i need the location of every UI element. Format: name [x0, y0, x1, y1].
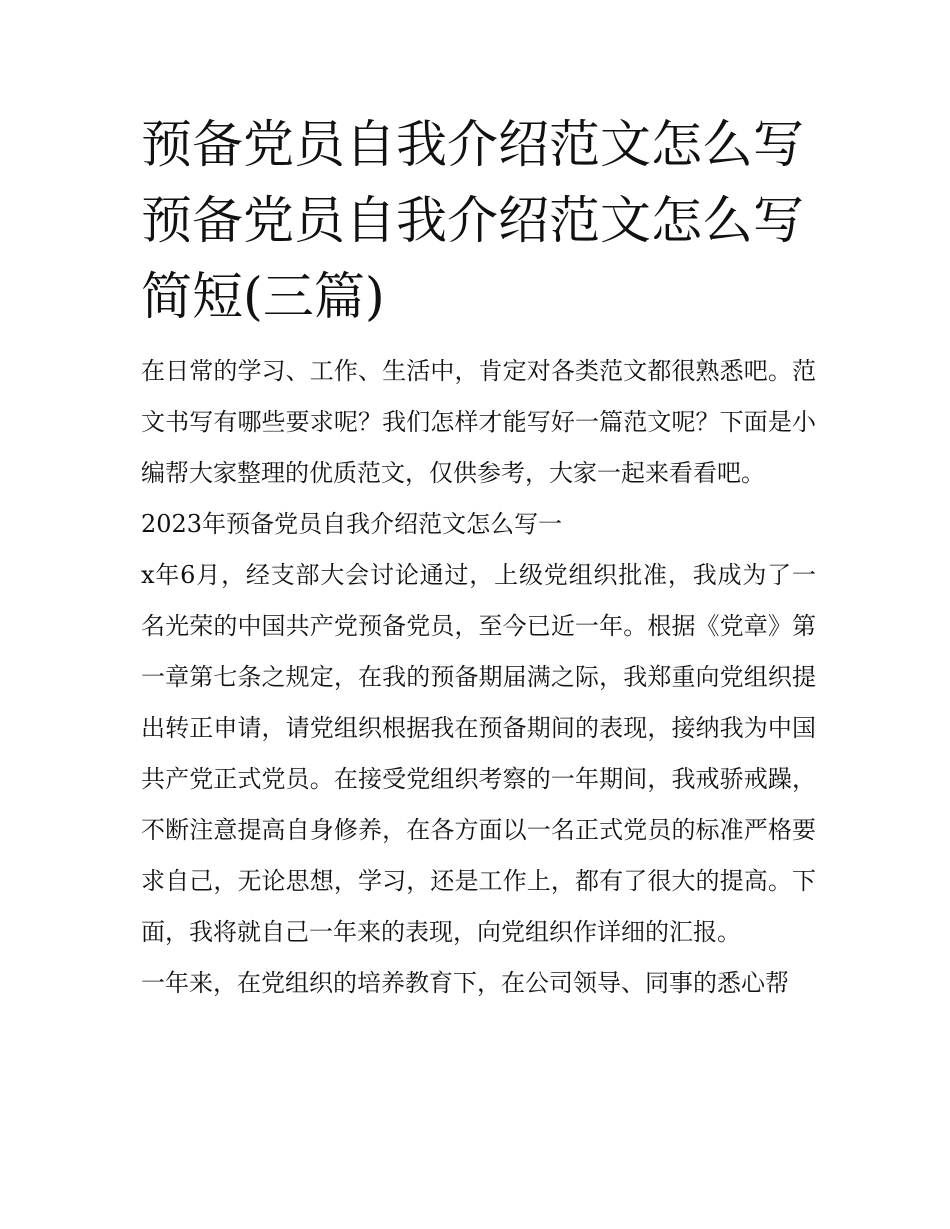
body-paragraph: x年6月，经支部大会讨论通过，上级党组织批准，我成为了一名光荣的中国共产党预备党员，至今已近一年。根据《党章》第一章第七条之规定，在我的预备期届满之际，我郑重向党组织提出转正申请，请党组织根据我在预备期间的表现，接纳我为中国共产党正式党员。在接受党组织考察的一年期间，我戒骄戒躁，不断注意提高自身修养，在各方面以一名正式党员的标准严格要求自己，无论思想，学习，还是工作上，都有了很大的提高。下面，我将就自己一年来的表现，向党组织作详细的汇报。: [141, 561, 816, 946]
intro-paragraph: 在日常的学习、工作、生活中，肯定对各类范文都很熟悉吧。范文书写有哪些要求呢？我们怎样才能写好一篇范文呢？下面是小编帮大家整理的优质范文，仅供参考，大家一起来看看吧。: [141, 357, 816, 487]
body-paragraph: 一年来，在党组织的培养教育下，在公司领导、同事的悉心帮: [141, 969, 789, 997]
document-body: [141, 108, 816, 1009]
section-heading: 2023年预备党员自我介绍范文怎么写一: [141, 510, 563, 538]
document-title: 预备党员自我介绍范文怎么写预备党员自我介绍范文怎么写简短(三篇): [141, 116, 805, 327]
